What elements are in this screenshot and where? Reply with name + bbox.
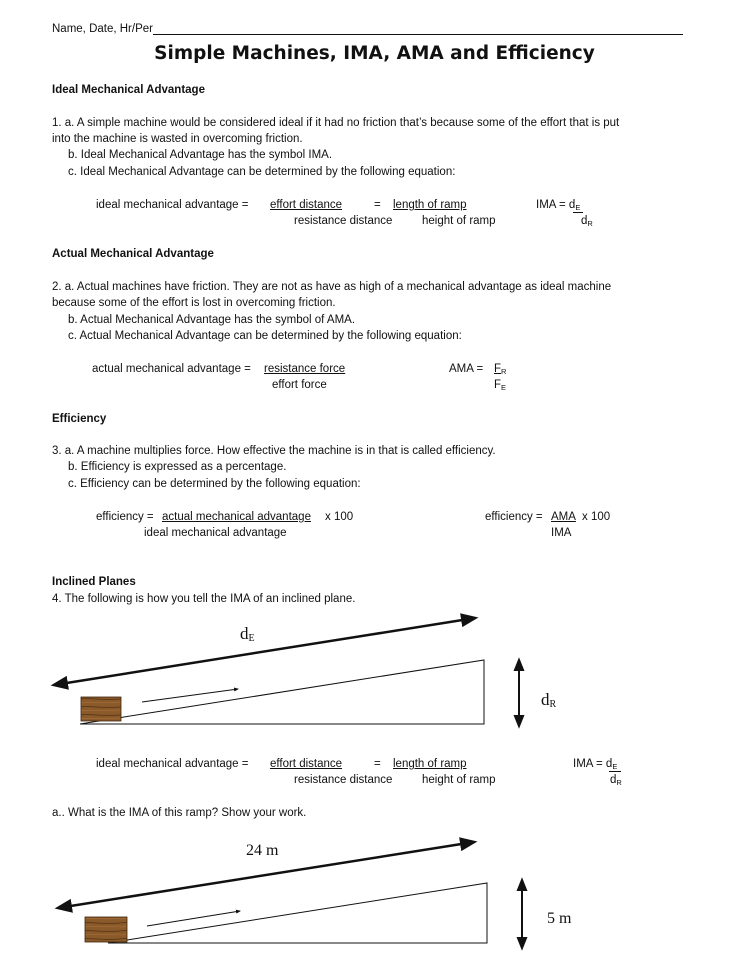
ramp-2 bbox=[58, 842, 522, 948]
ama-item-b: b. Actual Mechanical Advantage has the symbol of AMA. bbox=[68, 314, 356, 326]
ama-eq-num: resistance force bbox=[264, 363, 346, 375]
page-title: Simple Machines, IMA, AMA and Efficiency bbox=[154, 43, 595, 64]
efficiency-symbol-den: IMA bbox=[551, 527, 572, 539]
ama-paragraph-1b: because some of the effort is lost in overcoming friction. bbox=[52, 297, 336, 309]
efficiency-eq-den: ideal mechanical advantage bbox=[144, 527, 287, 539]
efficiency-eq-num: actual mechanical advantage bbox=[162, 511, 311, 523]
efficiency-item-c: c. Efficiency can be determined by the following equation: bbox=[68, 478, 361, 490]
ama-paragraph-1: 2. a. Actual machines have friction. They are not as have as high of a mechanical advantage as ideal machine bbox=[52, 281, 612, 293]
efficiency-symbol-label: efficiency = bbox=[485, 511, 543, 523]
incline-symbol-numerator: IMA = $d_E$ bbox=[573, 758, 618, 771]
ima-paragraph-1: 1. a. A simple machine would be considered ideal if it had no friction that’s because some of the effort that is put bbox=[52, 117, 620, 129]
ama-eq-label: actual mechanical advantage = bbox=[92, 363, 251, 375]
ramp-1-dr-label: $d_R$ bbox=[541, 690, 557, 710]
ama-heading: Actual Mechanical Advantage bbox=[52, 248, 214, 260]
ama-symbol-denominator: $F_E$ bbox=[494, 379, 507, 392]
incline-symbol-fraction-bar bbox=[609, 771, 621, 772]
incline-eq-num2: length of ramp bbox=[393, 758, 467, 770]
ramp-1-crate bbox=[81, 697, 121, 721]
incline-eq-den1: resistance distance bbox=[294, 774, 393, 786]
efficiency-symbol-num: AMA bbox=[551, 511, 576, 523]
efficiency-eq-label: efficiency = bbox=[96, 511, 154, 523]
ima-item-c: c. Ideal Mechanical Advantage can be determined by the following equation: bbox=[68, 166, 456, 178]
ramp-1-triangle bbox=[80, 660, 484, 724]
incline-heading: Inclined Planes bbox=[52, 576, 136, 588]
incline-eq-num1: effort distance bbox=[270, 758, 343, 770]
ramp-2-height-label: 5 m bbox=[547, 910, 572, 927]
ima-eq-num1: effort distance bbox=[270, 199, 343, 211]
ima-symbol-denominator: $d_R$ bbox=[581, 215, 593, 228]
ima-symbol-numerator: IMA = $d_E$ bbox=[536, 199, 581, 212]
ama-item-c: c. Actual Mechanical Advantage can be determined by the following equation: bbox=[68, 330, 462, 342]
efficiency-paragraph-1: 3. a. A machine multiplies force. How effective the machine is in that is called efficiency. bbox=[52, 445, 496, 457]
ima-eq-den2: height of ramp bbox=[422, 215, 496, 227]
efficiency-item-b: b. Efficiency is expressed as a percentage. bbox=[68, 461, 287, 473]
ama-symbol-numerator: $F_R$ bbox=[494, 363, 507, 376]
ramp-1-length-arrow bbox=[54, 618, 475, 685]
efficiency-symbol-times: x 100 bbox=[582, 511, 611, 523]
ama-symbol-label: AMA = bbox=[449, 363, 484, 375]
ramp-1-de-label: $d_E$ bbox=[240, 624, 255, 644]
ima-item-b: b. Ideal Mechanical Advantage has the symbol IMA. bbox=[68, 149, 333, 161]
ima-eq-den1: resistance distance bbox=[294, 215, 393, 227]
ramp-1 bbox=[54, 618, 519, 726]
incline-eq-label: ideal mechanical advantage = bbox=[96, 758, 249, 770]
incline-symbol-denominator: $d_R$ bbox=[610, 774, 622, 787]
efficiency-heading: Efficiency bbox=[52, 413, 107, 425]
incline-paragraph-1: 4. The following is how you tell the IMA of an inclined plane. bbox=[52, 593, 356, 605]
ima-eq-num2: length of ramp bbox=[393, 199, 467, 211]
ramp-1-motion-arrow bbox=[142, 689, 238, 702]
ima-eq-equals: = bbox=[374, 199, 381, 211]
ama-eq-den: effort force bbox=[272, 379, 327, 391]
efficiency-eq-times: x 100 bbox=[325, 511, 354, 523]
name-label: Name, Date, Hr/Per bbox=[52, 23, 153, 35]
ramp-2-crate bbox=[85, 917, 127, 942]
question-a: a.. What is the IMA of this ramp? Show your work. bbox=[52, 807, 307, 819]
ima-heading: Ideal Mechanical Advantage bbox=[52, 84, 205, 96]
ima-eq-label: ideal mechanical advantage = bbox=[96, 199, 249, 211]
ramp-2-length-label: 24 m bbox=[246, 842, 279, 859]
incline-eq-equals: = bbox=[374, 758, 381, 770]
ima-paragraph-1b: into the machine is wasted in overcoming friction. bbox=[52, 133, 303, 145]
incline-eq-den2: height of ramp bbox=[422, 774, 496, 786]
ramp-2-motion-arrow bbox=[147, 911, 240, 926]
